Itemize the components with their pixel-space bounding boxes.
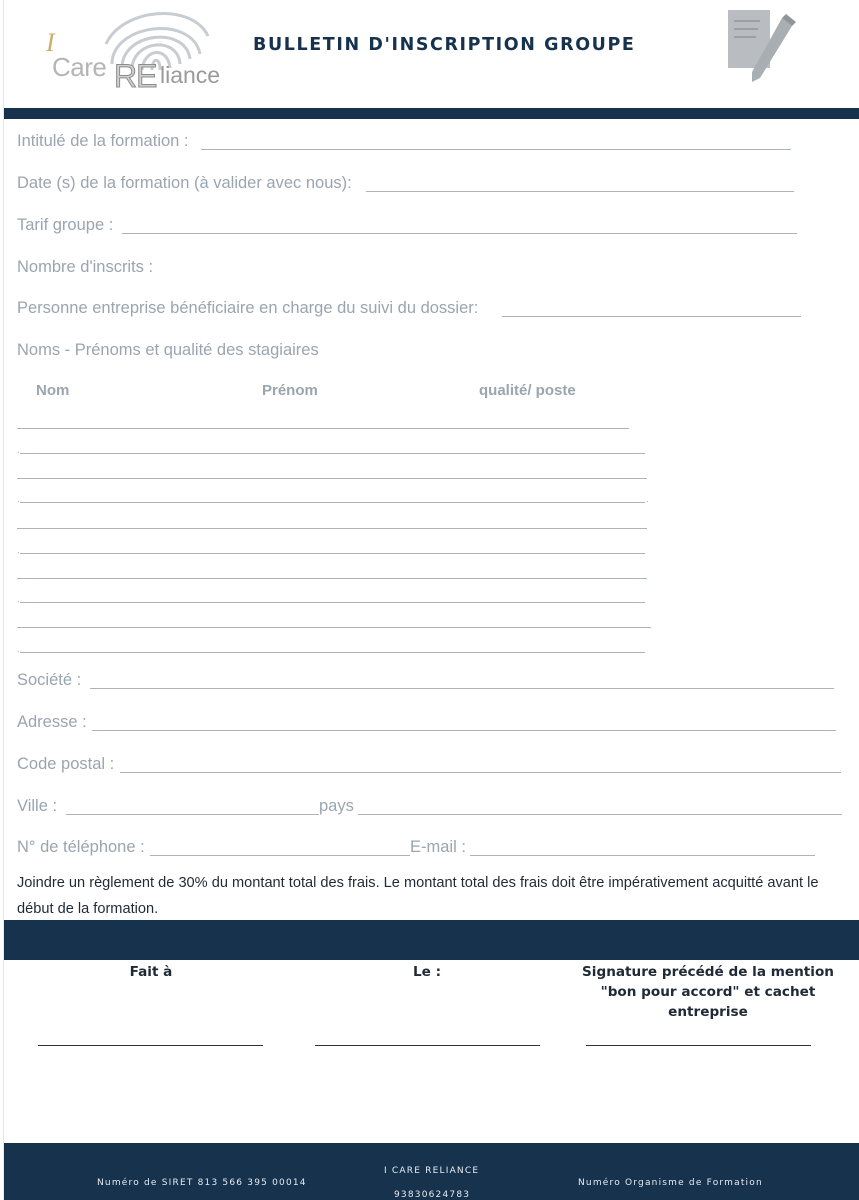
label-code-postal: Code postal : <box>17 755 115 773</box>
page-border <box>3 0 4 1200</box>
logo-word-liance: liance <box>160 62 221 88</box>
logo-word-care: Care <box>52 52 107 82</box>
field-dates[interactable] <box>366 191 794 192</box>
line-dot: . <box>17 445 20 456</box>
label-societe: Société : <box>17 671 82 689</box>
trainee-line[interactable] <box>20 502 645 503</box>
label-nombre-inscrits: Nombre d'inscrits : <box>17 258 154 276</box>
field-ville[interactable] <box>66 814 319 815</box>
field-pays[interactable] <box>358 814 842 815</box>
label-adresse: Adresse : <box>17 713 87 731</box>
field-code-postal[interactable] <box>120 772 841 773</box>
label-intitule: Intitulé de la formation : <box>17 132 189 150</box>
label-personne-suivi: Personne entreprise bénéficiaire en charge du suivi du dossier: <box>17 299 479 317</box>
label-le: Le : <box>412 964 442 980</box>
line-dot: . <box>17 545 20 556</box>
trainee-line[interactable] <box>20 553 645 554</box>
field-intitule[interactable] <box>201 149 791 150</box>
label-ville: Ville : <box>17 797 58 815</box>
label-dates: Date (s) de la formation (à valider avec nous): <box>17 174 352 192</box>
document-pen-icon <box>724 6 800 88</box>
footer-company: I CARE RELIANCE <box>384 1166 480 1176</box>
field-adresse[interactable] <box>92 730 836 731</box>
column-prenom: Prénom <box>262 382 318 399</box>
line-dot: . <box>17 594 20 605</box>
trainee-line[interactable] <box>20 652 645 653</box>
label-email: E-mail : <box>410 838 466 856</box>
field-fait-a[interactable] <box>38 1045 263 1046</box>
logo-letter-i: I <box>46 28 55 57</box>
section-band <box>4 920 859 960</box>
line-dot: . <box>646 494 649 505</box>
field-telephone[interactable] <box>150 855 410 856</box>
trainee-line[interactable] <box>17 478 647 479</box>
field-email[interactable] <box>470 855 815 856</box>
header-band <box>4 108 859 119</box>
trainee-line[interactable] <box>17 428 629 429</box>
line-dot: . <box>17 494 20 505</box>
field-tarif[interactable] <box>122 233 797 234</box>
label-pays: pays <box>319 797 354 815</box>
payment-note: Joindre un règlement de 30% du montant total des frais. Le montant total des frais doit être impérativement acquitté avant le début de la formation. <box>17 875 819 917</box>
logo-word-re: RE <box>114 58 157 94</box>
footer-organisme: Numéro Organisme de Formation <box>578 1178 763 1188</box>
trainee-line[interactable] <box>17 627 651 628</box>
line-dot: . <box>17 644 20 655</box>
footer-number: 93830624783 <box>394 1190 471 1200</box>
label-fait-a: Fait à <box>129 964 173 980</box>
field-personne-suivi[interactable] <box>502 316 801 317</box>
trainee-line[interactable] <box>20 602 645 603</box>
field-signature[interactable] <box>586 1045 811 1046</box>
field-societe[interactable] <box>90 688 834 689</box>
label-tarif: Tarif groupe : <box>17 216 114 234</box>
column-qualite: qualité/ poste <box>479 382 576 399</box>
column-nom: Nom <box>36 382 70 399</box>
trainee-line[interactable] <box>17 578 647 579</box>
company-logo <box>40 2 250 94</box>
trainee-line[interactable] <box>17 528 647 529</box>
footer-siret: Numéro de SIRET 813 566 395 00014 <box>97 1178 307 1188</box>
label-telephone: N° de téléphone : <box>17 838 145 856</box>
field-date[interactable] <box>315 1045 540 1046</box>
label-signature-mention: Signature précédé de la mention "bon pour accord" et cachet entreprise <box>582 964 834 1020</box>
label-noms-stagiaires: Noms - Prénoms et qualité des stagiaires <box>17 341 319 359</box>
document-title: BULLETIN D'INSCRIPTION GROUPE <box>253 35 636 55</box>
trainee-line[interactable] <box>20 453 645 454</box>
